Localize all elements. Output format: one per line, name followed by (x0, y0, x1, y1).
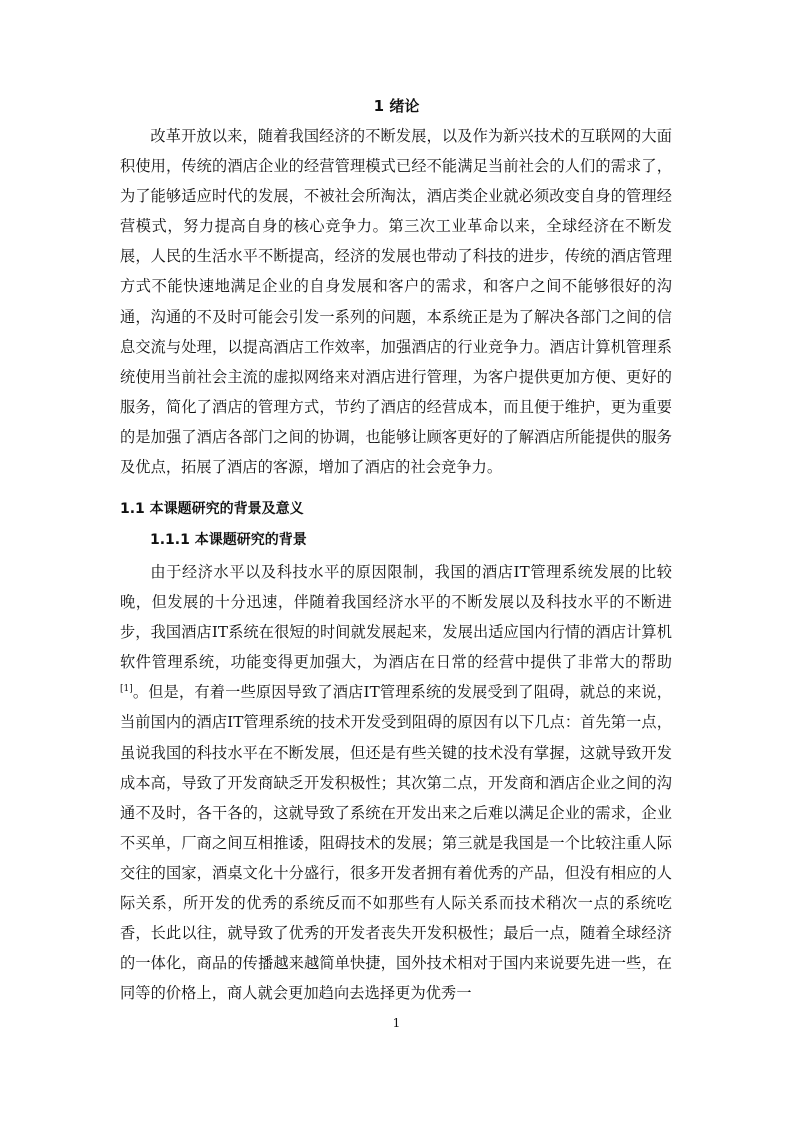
citation-marker[interactable]: [1] (120, 684, 133, 695)
intro-paragraph: 改革开放以来，随着我国经济的不断发展，以及作为新兴技术的互联网的大面积使用，传统的酒店企业的经营管理模式已经不能满足当前社会的人们的需求了，为了能够适应时代的发展，不被社会所淘汰，酒店类企业就必须改变自身的管理经营模式，努力提高自身的核心竞争力。第三次工业革命以来，全球经济在不断发展，人民的生活水平不断提高，经济的发展也带动了科技的进步，传统的酒店管理方式不能快速地满足企业的自身发展和客户的需求，和客户之间不能够很好的沟通，沟通的不及时可能会引发一系列的问题，本系统正是为了解决各部门之间的信息交流与处理，以提高酒店工作效率，加强酒店的行业竞争力。酒店计算机管理系统使用当前社会主流的虚拟网络来对酒店进行管理，为客户提供更加方便、更好的服务，简化了酒店的管理方式，节约了酒店的经营成本，而且便于维护，更为重要的是加强了酒店各部门之间的协调，也能够让顾客更好的了解酒店所能提供的服务及优点，拓展了酒店的客源，增加了酒店的社会竞争力。 (120, 127, 672, 477)
background-paragraph-part1: 由于经济水平以及科技水平的原因限制，我国的酒店IT管理系统发展的比较晚，但发展的十分迅速，伴随着我国经济水平的不断发展以及科技水平的不断进步，我国酒店IT系统在很短的时间就发展起来，发展出适应国内行情的酒店计算机软件管理系统，功能变得更加强大，为酒店在日常的经营中提供了非常大的帮助 (120, 563, 672, 672)
page-number: 1 (392, 1016, 401, 1030)
background-paragraph-part2: 。但是，有着一些原因导致了酒店IT管理系统的发展受到了阻碍，就总的来说，当前国内的酒店IT管理系统的技术开发受到阻碍的原因有以下几点：首先第一点，虽说我国的科技水平在不断发展，但还是有些关键的技术没有掌握，这就导致开发成本高，导致了开发商缺乏开发积极性；其次第二点，开发商和酒店企业之间的沟通不及时，各干各的，这就导致了系统在开发出来之后难以满足企业的需求，企业不买单，厂商之间互相推诿，阻碍技术的发展；第三就是我国是一个比较注重人际交往的国家，酒桌文化十分盛行，很多开发者拥有着优秀的产品，但没有相应的人际关系，所开发的优秀的系统反而不如那些有人际关系而技术稍次一点的系统吃香，长此以往，就导致了优秀的开发者丧失开发积极性；最后一点，随着全球经济的一体化，商品的传播越来越简单快捷，国外技术相对于国内来说要先进一些，在同等的价格上，商人就会更加趋向去选择更为优秀一 (120, 683, 672, 1003)
chapter-title: 1 绪论 (373, 97, 420, 115)
subsection-heading: 1.1.1 本课题研究的背景 (150, 532, 307, 548)
background-paragraph (120, 557, 672, 1008)
section-heading: 1.1 本课题研究的背景及意义 (120, 501, 304, 517)
